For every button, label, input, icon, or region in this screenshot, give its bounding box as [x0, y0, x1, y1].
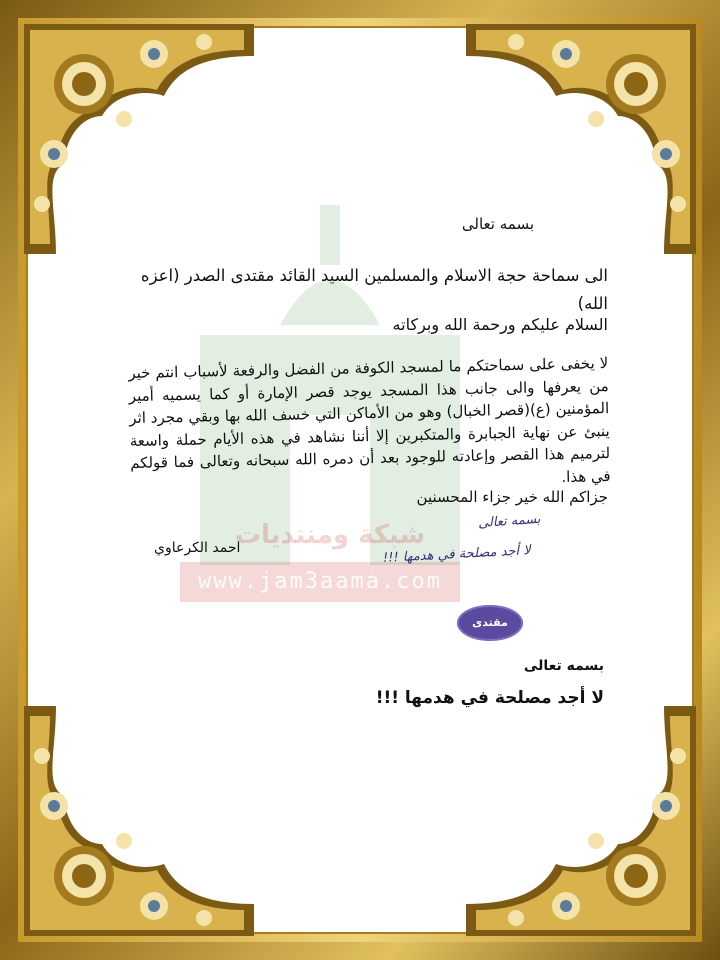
ornament-corner-bottom-right — [466, 706, 696, 936]
ornament-corner-bottom-left — [24, 706, 254, 936]
handwritten-reply: لا أجد مصلحة في هدمها !!! — [382, 543, 532, 566]
letter-recipient: الى سماحة حجة الاسلام والمسلمين السيد القائد مقتدى الصدر (اعزه الله) — [140, 266, 608, 313]
watermark-arabic-text: شبكة ومنتديات — [234, 520, 426, 550]
handwritten-basmala: بسمه تعالى — [477, 511, 541, 532]
letter-basmala: بسمه تعالى — [461, 215, 534, 233]
letter-thanks: جزاكم الله خير جزاء المحسنين — [416, 488, 608, 506]
letter-greeting: السلام عليكم ورحمة الله وبركاته — [392, 315, 608, 334]
watermark-url: www.jam3aama.com — [180, 562, 460, 602]
reply-basmala: بسمه تعالى — [523, 658, 604, 674]
letter-body: لا يخفى على سماحتكم ما لمسجد الكوفة من الفضل والرفعة لأسباب انتم خير من يعرفها والى جانب هذا المسجد يوجد قصر الإمارة أو كما يسميه أمير المؤمنين (ع)(قصر الخبال) وهو من الأماكن التي خسف الله بها وبقي مجرد اثر ينبئ عن نهاية الجبابرة والمتكبرين إلا أننا نشاهد في هذه الأيام حملة واسعة لترميم هذا القصر وإعادته للوجود بعد أن دمره الله سبحانه وتعالى فما قولكم في هذا. — [128, 353, 611, 486]
letter-signer: احمد الكرعاوي — [154, 540, 241, 556]
reply-text: لا أجد مصلحة في هدمها !!! — [375, 688, 604, 708]
seal-stamp: مقتدى الصدر — [457, 605, 523, 641]
